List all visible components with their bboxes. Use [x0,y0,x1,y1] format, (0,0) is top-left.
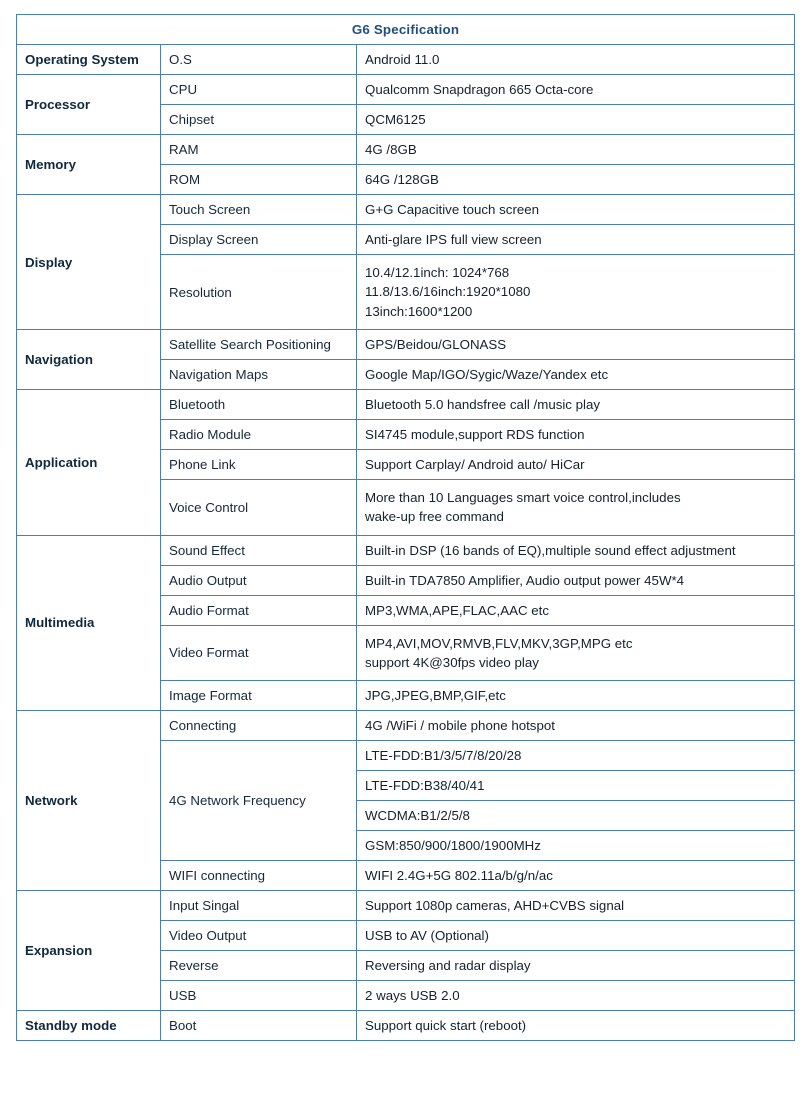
subcategory-cell: Bluetooth [161,389,357,419]
table-body [17,15,795,1041]
specification-table [16,14,795,1041]
subcategory-cell: USB [161,981,357,1011]
subcategory-cell: Phone Link [161,449,357,479]
subcategory-cell: Boot [161,1011,357,1041]
subcategory-cell: WIFI connecting [161,861,357,891]
value-cell: SI4745 module,support RDS function [357,419,795,449]
category-cell: Expansion [17,891,161,1011]
value-line: MP4,AVI,MOV,RMVB,FLV,MKV,3GP,MPG etc [365,635,633,651]
value-line: 10.4/12.1inch: 1024*768 [365,265,510,281]
category-cell: Application [17,389,161,535]
subcategory-cell: ROM [161,165,357,195]
table-row [17,45,795,75]
subcategory-cell: Satellite Search Positioning [161,329,357,359]
title-row [17,15,795,45]
category-cell: Navigation [17,329,161,389]
value-cell: Support quick start (reboot) [357,1011,795,1041]
value-line: support 4K@30fps video play [365,654,539,670]
table-row [17,135,795,165]
subcategory-cell: 4G Network Frequency [161,741,357,861]
category-cell: Memory [17,135,161,195]
subcategory-cell: Video Format [161,625,357,681]
value-cell: USB to AV (Optional) [357,921,795,951]
value-line: wake-up free command [365,509,504,525]
subcategory-cell: Touch Screen [161,195,357,225]
value-line: 11.8/13.6/16inch:1920*1080 [365,284,531,300]
value-cell: Qualcomm Snapdragon 665 Octa-core [357,75,795,105]
value-cell: 4G /8GB [357,135,795,165]
subcategory-cell: Sound Effect [161,535,357,565]
subcategory-cell: Video Output [161,921,357,951]
value-cell: JPG,JPEG,BMP,GIF,etc [357,681,795,711]
value-cell: WIFI 2.4G+5G 802.11a/b/g/n/ac [357,861,795,891]
page-title: G6 Specification [17,15,795,45]
value-line: 13inch:1600*1200 [365,303,473,319]
value-cell: WCDMA:B1/2/5/8 [357,801,795,831]
value-cell: QCM6125 [357,105,795,135]
value-cell: 64G /128GB [357,165,795,195]
value-cell: Anti-glare IPS full view screen [357,225,795,255]
value-cell: G+G Capacitive touch screen [357,195,795,225]
table-row [17,535,795,565]
value-cell: MP3,WMA,APE,FLAC,AAC etc [357,595,795,625]
table-row [17,711,795,741]
value-cell [357,625,795,681]
subcategory-cell: RAM [161,135,357,165]
category-cell: Network [17,711,161,891]
value-cell: Built-in TDA7850 Amplifier, Audio output power 45W*4 [357,565,795,595]
table-row [17,389,795,419]
subcategory-cell: Reverse [161,951,357,981]
table-row [17,329,795,359]
value-cell: Bluetooth 5.0 handsfree call /music play [357,389,795,419]
value-cell [357,480,795,536]
subcategory-cell: Chipset [161,105,357,135]
table-row [17,75,795,105]
category-cell: Processor [17,75,161,135]
value-cell: 2 ways USB 2.0 [357,981,795,1011]
value-line: More than 10 Languages smart voice control,includes [365,490,681,505]
subcategory-cell: Navigation Maps [161,359,357,389]
value-cell: 4G /WiFi / mobile phone hotspot [357,711,795,741]
value-cell: LTE-FDD:B1/3/5/7/8/20/28 [357,741,795,771]
subcategory-cell: Audio Output [161,565,357,595]
table-row [17,195,795,225]
subcategory-cell: Display Screen [161,225,357,255]
category-cell: Multimedia [17,535,161,711]
subcategory-cell: Voice Control [161,480,357,536]
subcategory-cell: Input Singal [161,891,357,921]
category-cell: Standby mode [17,1011,161,1041]
value-cell: Support 1080p cameras, AHD+CVBS signal [357,891,795,921]
value-cell: GSM:850/900/1800/1900MHz [357,831,795,861]
value-cell [357,255,795,330]
value-cell: LTE-FDD:B38/40/41 [357,771,795,801]
subcategory-cell: O.S [161,45,357,75]
subcategory-cell: CPU [161,75,357,105]
value-cell: Google Map/IGO/Sygic/Waze/Yandex etc [357,359,795,389]
value-cell: Reversing and radar display [357,951,795,981]
value-cell: Built-in DSP (16 bands of EQ),multiple sound effect adjustment [357,535,795,565]
value-cell: Android 11.0 [357,45,795,75]
value-cell: Support Carplay/ Android auto/ HiCar [357,449,795,479]
subcategory-cell: Image Format [161,681,357,711]
value-cell: GPS/Beidou/GLONASS [357,329,795,359]
category-cell: Operating System [17,45,161,75]
table-row [17,1011,795,1041]
table-row [17,891,795,921]
subcategory-cell: Resolution [161,255,357,330]
subcategory-cell: Audio Format [161,595,357,625]
subcategory-cell: Connecting [161,711,357,741]
subcategory-cell: Radio Module [161,419,357,449]
category-cell: Display [17,195,161,330]
